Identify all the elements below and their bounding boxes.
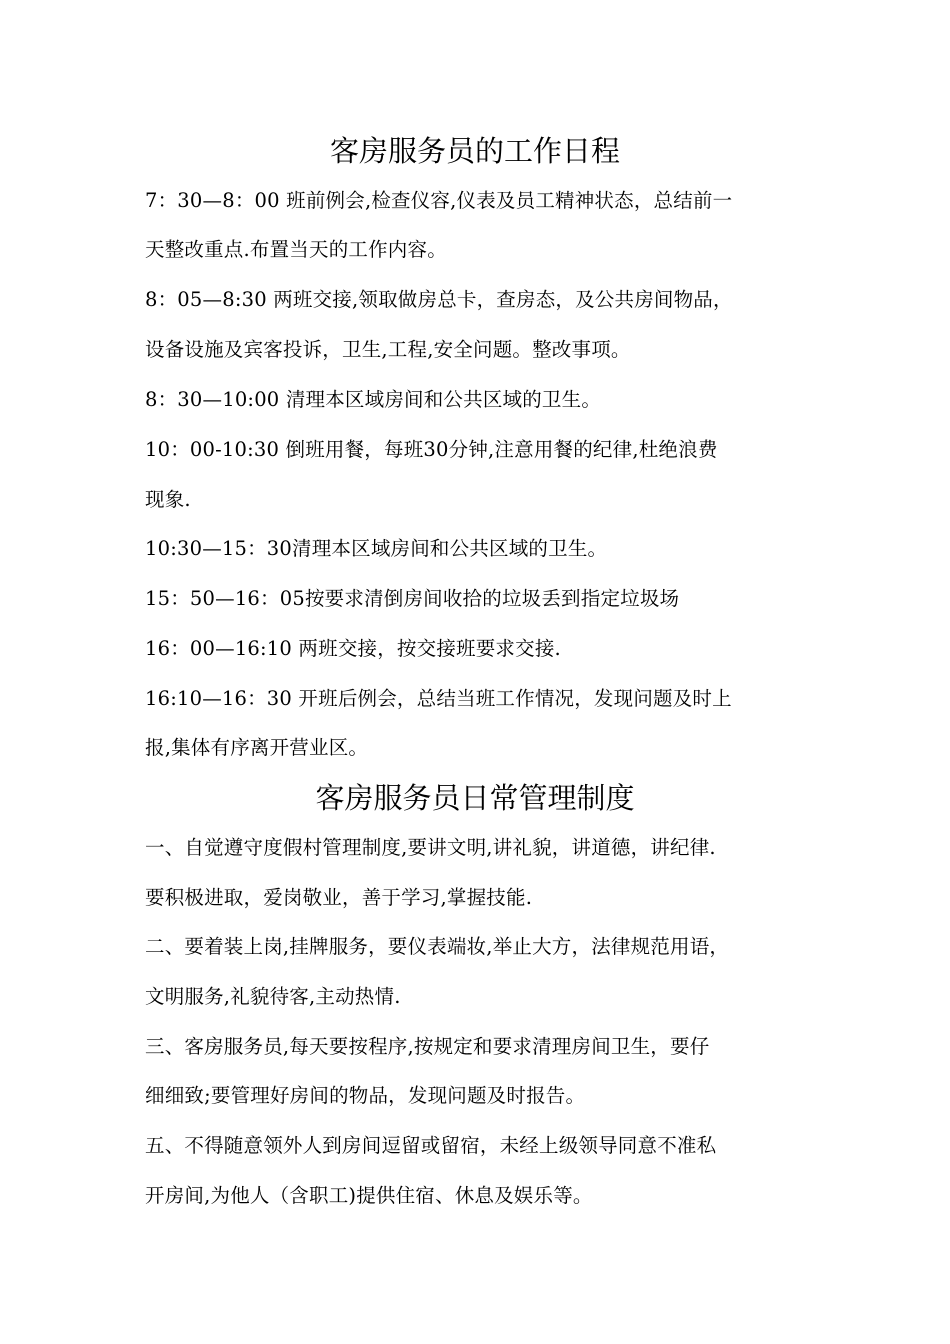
schedule-line: 10：00-10:30 倒班用餐，每班30分钟,注意用餐的纪律,杜绝浪费 <box>145 438 718 461</box>
schedule-line: 现象. <box>145 488 191 511</box>
section-title-work-schedule: 客房服务员的工作日程 <box>329 134 620 168</box>
schedule-line: 16:10—16：30 开班后例会，总结当班工作情况，发现问题及时上 <box>145 687 732 710</box>
rules-line: 细细致;要管理好房间的物品，发现问题及时报告。 <box>145 1084 586 1107</box>
schedule-line: 8：05—8:30 两班交接,领取做房总卡，查房态，及公共房间物品， <box>145 288 733 311</box>
rules-line: 五、不得随意领外人到房间逗留或留宿，未经上级领导同意不准私 <box>145 1134 717 1157</box>
schedule-line: 8：30—10:00 清理本区域房间和公共区域的卫生。 <box>145 388 602 411</box>
section-title-management-rules: 客房服务员日常管理制度 <box>315 781 635 815</box>
rules-line: 要积极进取，爱岗敬业，善于学习,掌握技能. <box>145 886 533 909</box>
schedule-line: 10:30—15：30清理本区域房间和公共区域的卫生。 <box>145 537 608 560</box>
schedule-line: 天整改重点.布置当天的工作内容。 <box>145 238 447 261</box>
rules-line: 文明服务,礼貌待客,主动热情. <box>145 985 401 1008</box>
schedule-line: 设备设施及宾客投诉，卫生,工程,安全问题。整改事项。 <box>145 338 631 361</box>
schedule-line: 7：30—8：00 班前例会,检查仪容,仪表及员工精神状态，总结前一 <box>145 189 733 212</box>
rules-line: 二、要着装上岗,挂牌服务，要仪表端妆,举止大方，法律规范用语， <box>145 935 730 958</box>
rules-line: 三、客房服务员,每天要按程序,按规定和要求清理房间卫生，要仔 <box>145 1035 710 1058</box>
rules-line: 开房间,为他人（含职工)提供住宿、休息及娱乐等。 <box>145 1184 593 1207</box>
schedule-line: 16：00—16:10 两班交接，按交接班要求交接. <box>145 637 561 660</box>
schedule-line: 报,集体有序离开营业区。 <box>145 736 369 759</box>
schedule-line: 15：50—16：05按要求清倒房间收拾的垃圾丢到指定垃圾场 <box>145 587 680 610</box>
rules-line: 一、自觉遵守度假村管理制度,要讲文明,讲礼貌，讲道德，讲纪律. <box>145 836 716 859</box>
